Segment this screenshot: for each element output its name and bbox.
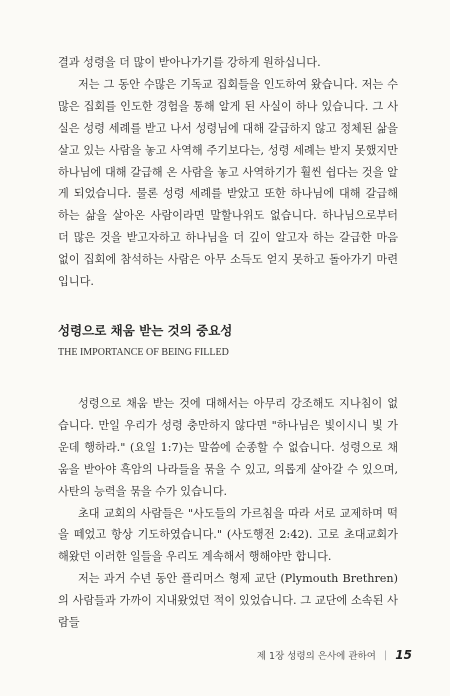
paragraph-importance: 성령으로 채움 받는 것에 대해서는 아무리 강조해도 지나침이 없습니다. 만일 우리가 성령 충만하지 않다면 "하나님은 빛이시니 빛 가운데 행하라." (요일 1:7)는 말씀에 순종할 수 없습니다. 성령으로 채움을 받아야 흑암의 나라들을 묶을 수 있고, 의롭게 살아갈 수 있으며, 사탄의 능력을 묶을 수가 있습니다.	[58, 397, 398, 498]
section-heading	[58, 322, 398, 360]
section-title-korean: 성령으로 채움 받는 것의 중요성	[58, 323, 233, 338]
text-block-upper	[58, 52, 398, 293]
paragraph-early-church: 초대 교회의 사람들은 "사도들의 가르침을 따라 서로 교제하며 떡을 떼었고 항상 기도하였습니다." (사도행전 2:42). 고로 초대교회가 해왔던 이러한 일들을 우리도 계속해서 행해야만 합니다.	[58, 506, 398, 564]
text-block-lower	[58, 393, 398, 634]
chapter-title: 제 1장 성령의 은사에 관하여	[256, 651, 376, 662]
footer-separator: |	[383, 649, 388, 661]
page-number: 15	[395, 648, 412, 662]
paragraph-ministry-experience: 저는 그 동안 수많은 기독교 집회들을 인도하여 왔습니다. 저는 수많은 집회를 인도한 경험을 통해 알게 된 사실이 하나 있습니다. 그 사실은 성령 세례를 받고 나서 성령님에 대해 갈급하지 않고 정체된 삶을 살고 있는 사람을 놓고 사역해 주기보다는, 성령 세례는 받지 못했지만 하나님에 대해 갈급해 온 사람을 놓고 사역하기가 훨씬 쉽다는 것을 알게 되었습니다. 물론 성령 세례를 받았고 또한 하나님에 대해 갈급해 하는 삶을 살아온 사람이라면 말할나위도 없습니다. 하나님으로부터 더 많은 것을 받고자하고 하나님을 더 깊이 알고자 하는 갈급한 마음 없이 집회에 참석하는 사람은 아무 소득도 얻지 못하고 돌아가기 마련입니다.	[58, 77, 398, 289]
paragraph-continuation: 결과 성령을 더 많이 받아나가기를 강하게 원하십니다.	[58, 56, 321, 69]
page-footer	[257, 648, 412, 662]
paragraph-plymouth-brethren: 저는 과거 수년 동안 플리머스 형제 교단 (Plymouth Brethren)의 사람들과 가까이 지내왔었던 적이 있었습니다. 그 교단에 소속된 사람들	[58, 572, 398, 630]
section-title-english: THE IMPORTANCE OF BEING FILLED	[58, 347, 229, 358]
